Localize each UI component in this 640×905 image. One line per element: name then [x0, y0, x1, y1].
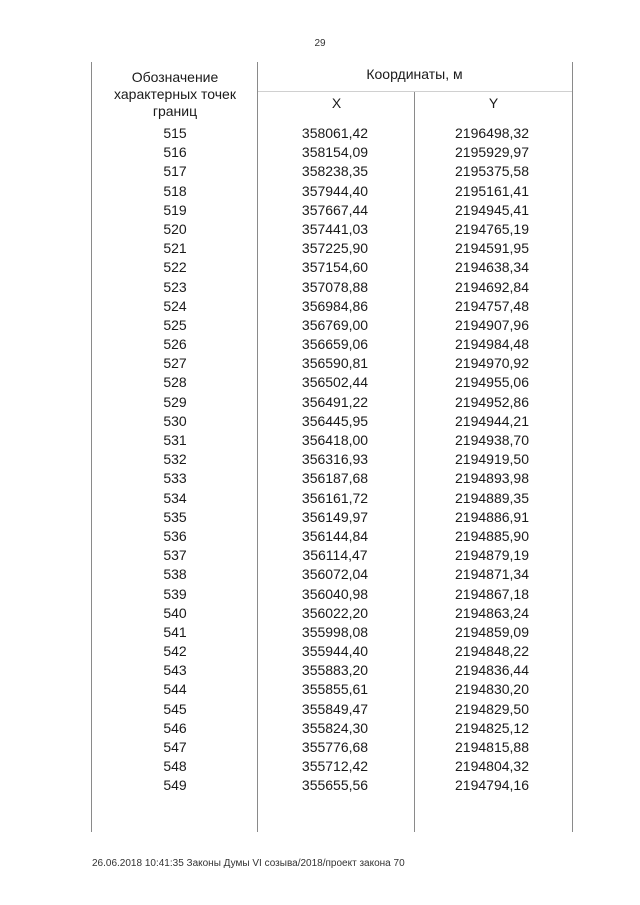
x-coordinate-cell: 357154,60: [301, 259, 369, 276]
x-coordinate-cell: 357078,88: [301, 278, 369, 295]
point-id-cell: 546: [163, 719, 187, 736]
y-coordinate-cell: 2196498,32: [455, 125, 529, 141]
table-row: [0, 757, 640, 776]
table-row: [0, 220, 640, 239]
y-coordinate-cell: 2194794,16: [455, 777, 529, 794]
x-coordinate-cell: 357944,40: [301, 182, 369, 199]
x-coordinate-cell: 355824,30: [301, 719, 369, 736]
y-coordinate-cell: 2194638,34: [455, 259, 529, 276]
x-coordinate-cell: 358238,35: [301, 163, 369, 180]
point-id-cell: 548: [163, 758, 187, 775]
point-id-cell: 523: [163, 278, 187, 295]
x-coordinate-cell: 357667,44: [301, 201, 369, 218]
page-number: 29: [314, 38, 326, 49]
point-id-cell: 539: [163, 585, 187, 602]
point-id-cell: 538: [163, 566, 187, 583]
point-id-cell: 526: [163, 336, 187, 353]
table-header-coordinates: Координаты, м: [366, 66, 463, 82]
y-coordinate-cell: 2194830,20: [455, 681, 529, 698]
table-row: [0, 508, 640, 527]
point-id-cell: 547: [163, 739, 187, 755]
x-coordinate-cell: 356659,06: [301, 336, 369, 353]
table-row: [0, 623, 640, 642]
y-coordinate-cell: 2194970,92: [455, 355, 529, 372]
table-row: [0, 278, 640, 297]
point-id-cell: 534: [163, 489, 187, 506]
point-id-cell: 536: [163, 527, 187, 544]
table-row: [0, 316, 640, 335]
y-coordinate-cell: 2194829,50: [455, 700, 529, 717]
coordinates-table-body: [0, 124, 640, 796]
y-coordinate-cell: 2194836,44: [455, 662, 529, 679]
y-coordinate-cell: 2194692,84: [455, 278, 529, 295]
table-row: [0, 335, 640, 354]
table-row: [0, 162, 640, 181]
point-id-cell: 545: [163, 700, 187, 717]
x-coordinate-cell: 355944,40: [301, 643, 369, 660]
table-row: [0, 431, 640, 450]
table-row: [0, 719, 640, 738]
y-coordinate-cell: 2194945,41: [455, 201, 529, 218]
table-row: [0, 604, 640, 623]
x-coordinate-cell: 356445,95: [301, 412, 369, 429]
point-id-cell: 527: [163, 355, 187, 372]
point-id-cell: 544: [163, 681, 187, 698]
table-row: [0, 258, 640, 277]
x-coordinate-cell: 356984,86: [301, 297, 369, 314]
y-coordinate-cell: 2195929,97: [455, 144, 529, 161]
y-coordinate-cell: 2194825,12: [455, 719, 529, 736]
x-coordinate-cell: 356187,68: [301, 470, 369, 487]
x-coordinate-cell: 356491,22: [301, 393, 369, 410]
point-id-cell: 530: [163, 412, 187, 429]
point-id-cell: 535: [163, 508, 187, 525]
point-id-cell: 533: [163, 470, 187, 487]
x-coordinate-cell: 355655,56: [301, 777, 369, 794]
table-header-subdivider: [258, 91, 572, 92]
table-row: [0, 239, 640, 258]
point-id-cell: 541: [163, 623, 187, 640]
x-coordinate-cell: 358154,09: [301, 144, 369, 161]
x-coordinate-cell: 357225,90: [301, 240, 369, 257]
point-id-cell: 525: [163, 316, 187, 333]
table-row: [0, 776, 640, 795]
x-coordinate-cell: 356316,93: [301, 451, 369, 468]
table-row: [0, 700, 640, 719]
table-header-point-label: Обозначение характерных точек границ: [114, 69, 236, 119]
y-coordinate-cell: 2194804,32: [455, 758, 529, 775]
y-coordinate-cell: 2194591,95: [455, 240, 529, 257]
x-coordinate-cell: 355855,61: [301, 681, 369, 698]
point-id-cell: 529: [163, 393, 187, 410]
table-row: [0, 680, 640, 699]
point-id-cell: 522: [163, 259, 187, 276]
y-coordinate-cell: 2194871,34: [455, 566, 529, 583]
table-row: [0, 182, 640, 201]
y-coordinate-cell: 2194938,70: [455, 432, 529, 448]
point-id-cell: 521: [163, 240, 187, 257]
y-coordinate-cell: 2194867,18: [455, 585, 529, 602]
x-coordinate-cell: 358061,42: [301, 125, 369, 141]
point-id-cell: 518: [163, 182, 187, 199]
point-id-cell: 524: [163, 297, 187, 314]
x-coordinate-cell: 355883,20: [301, 662, 369, 679]
y-coordinate-cell: 2194952,86: [455, 393, 529, 410]
point-id-cell: 516: [163, 144, 187, 161]
y-coordinate-cell: 2194886,91: [455, 508, 529, 525]
x-coordinate-cell: 356769,00: [301, 316, 369, 333]
point-id-cell: 543: [163, 662, 187, 679]
y-coordinate-cell: 2194919,50: [455, 451, 529, 468]
x-coordinate-cell: 356502,44: [301, 374, 369, 391]
table-row: [0, 642, 640, 661]
x-coordinate-cell: 355998,08: [301, 623, 369, 640]
y-coordinate-cell: 2194889,35: [455, 489, 529, 506]
table-row: [0, 373, 640, 392]
table-row: [0, 412, 640, 431]
table-row: [0, 585, 640, 604]
y-coordinate-cell: 2194885,90: [455, 527, 529, 544]
table-row: [0, 143, 640, 162]
x-coordinate-cell: 356418,00: [301, 432, 369, 448]
x-coordinate-cell: 356161,72: [301, 489, 369, 506]
table-row: [0, 661, 640, 680]
table-row: [0, 489, 640, 508]
table-row: [0, 393, 640, 412]
x-coordinate-cell: 357441,03: [301, 220, 369, 237]
table-row: [0, 738, 640, 757]
y-coordinate-cell: 2194907,96: [455, 316, 529, 333]
point-id-cell: 519: [163, 201, 187, 218]
y-coordinate-cell: 2195375,58: [455, 163, 529, 180]
y-coordinate-cell: 2194848,22: [455, 643, 529, 660]
footer-timestamp: 26.06.2018 10:41:35 Законы Думы VI созыва/2018/проект закона 70: [92, 858, 405, 869]
point-id-cell: 540: [163, 604, 187, 621]
x-coordinate-cell: 356040,98: [301, 585, 369, 602]
x-coordinate-cell: 356114,47: [302, 547, 368, 564]
y-coordinate-cell: 2194765,19: [455, 220, 529, 237]
x-coordinate-cell: 355712,42: [301, 758, 369, 775]
y-coordinate-cell: 2194879,19: [455, 547, 529, 564]
y-coordinate-cell: 2195161,41: [455, 182, 529, 199]
x-coordinate-cell: 355849,47: [301, 700, 369, 717]
table-row: [0, 354, 640, 373]
y-coordinate-cell: 2194893,98: [455, 470, 529, 487]
point-id-cell: 517: [163, 163, 187, 180]
point-id-cell: 515: [163, 125, 187, 141]
point-id-cell: 549: [163, 777, 187, 794]
table-row: [0, 546, 640, 565]
point-id-cell: 531: [163, 432, 187, 448]
table-row: [0, 565, 640, 584]
table-row: [0, 201, 640, 220]
x-coordinate-cell: 356072,04: [301, 566, 369, 583]
x-coordinate-cell: 356149,97: [301, 508, 369, 525]
y-coordinate-cell: 2194984,48: [455, 336, 529, 353]
y-coordinate-cell: 2194757,48: [455, 297, 529, 314]
table-header-y: Y: [488, 95, 499, 111]
y-coordinate-cell: 2194859,09: [455, 623, 529, 640]
point-id-cell: 542: [163, 643, 187, 660]
point-id-cell: 520: [163, 220, 187, 237]
x-coordinate-cell: 356022,20: [301, 604, 369, 621]
y-coordinate-cell: 2194955,06: [455, 374, 529, 391]
y-coordinate-cell: 2194815,88: [455, 739, 529, 755]
y-coordinate-cell: 2194863,24: [455, 604, 529, 621]
point-id-cell: 532: [163, 451, 187, 468]
x-coordinate-cell: 356144,84: [301, 527, 369, 544]
table-row: [0, 297, 640, 316]
table-row: [0, 124, 640, 143]
table-row: [0, 527, 640, 546]
x-coordinate-cell: 356590,81: [301, 355, 369, 372]
table-row: [0, 469, 640, 488]
y-coordinate-cell: 2194944,21: [455, 412, 529, 429]
point-id-cell: 528: [163, 374, 187, 391]
table-header-x: X: [331, 95, 342, 111]
point-id-cell: 537: [163, 547, 187, 564]
x-coordinate-cell: 355776,68: [301, 739, 369, 755]
table-row: [0, 450, 640, 469]
